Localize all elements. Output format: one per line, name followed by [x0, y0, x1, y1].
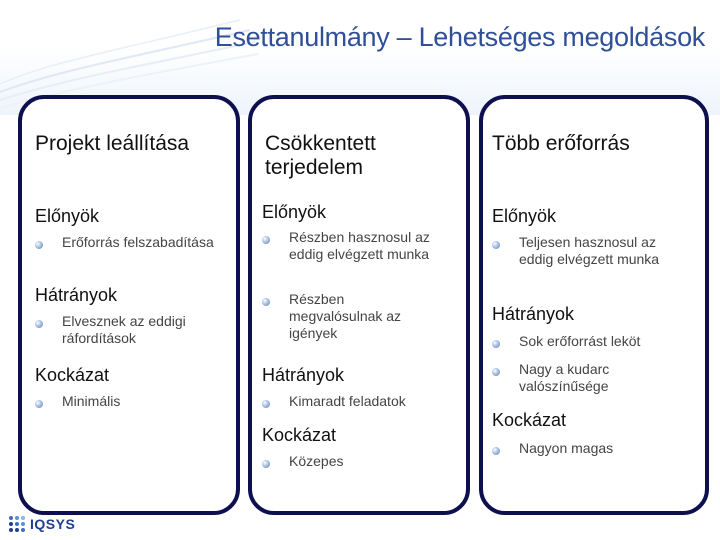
section-heading-advantages: Előnyök — [35, 206, 100, 226]
slide-title: Esettanulmány – Lehetséges megoldások — [214, 22, 705, 52]
bullet-icon — [492, 447, 500, 455]
list-item: Elvesznek az eddigi ráfordítások — [62, 313, 186, 346]
section-heading-risk: Kockázat — [35, 365, 110, 385]
bullet-icon — [492, 241, 500, 249]
section-heading-disadvantages: Hátrányok — [262, 365, 345, 385]
list-item: Sok erőforrást leköt — [519, 333, 641, 349]
list-item: Közepes — [289, 453, 344, 469]
card-title: Több erőforrás — [492, 132, 630, 155]
option-card-more-resources — [479, 95, 709, 515]
option-card-reduced-scope — [248, 95, 470, 515]
bullet-icon — [262, 298, 270, 306]
bullet-icon — [35, 320, 43, 328]
list-item: Kimaradt feladatok — [289, 393, 406, 409]
bullet-icon — [262, 460, 270, 468]
bullet-icon — [35, 400, 43, 408]
section-heading-risk: Kockázat — [262, 425, 337, 445]
section-heading-risk: Kockázat — [492, 410, 567, 430]
card-title-text: Csökkentett terjedelem — [265, 132, 376, 179]
section-heading-advantages: Előnyök — [492, 206, 557, 226]
bullet-icon — [262, 236, 270, 244]
bullet-icon — [262, 400, 270, 408]
list-item: Részben hasznosul az eddig elvégzett munka — [289, 229, 430, 262]
list-item: Nagyon magas — [519, 440, 614, 456]
option-card-stop-project — [18, 95, 240, 515]
bullet-icon — [35, 241, 43, 249]
list-item: Nagy a kudarc valószínűsége — [519, 361, 610, 394]
card-title: Projekt leállítása — [35, 132, 190, 155]
bullet-icon — [492, 368, 500, 376]
list-item: Minimális — [62, 393, 121, 409]
section-heading-disadvantages: Hátrányok — [35, 285, 118, 305]
section-heading-disadvantages: Hátrányok — [492, 304, 575, 324]
logo-wordmark: IQSYS — [30, 516, 76, 532]
section-heading-advantages: Előnyök — [262, 202, 327, 222]
bullet-icon — [492, 340, 500, 348]
list-item: Erőforrás felszabadítása — [62, 234, 214, 250]
list-item: Teljesen hasznosul az eddig elvégzett munka — [519, 234, 660, 267]
card-title — [265, 132, 460, 180]
iqsys-dots-logo-icon — [8, 515, 28, 535]
list-item: Részben megvalósulnak az igények — [289, 291, 402, 341]
